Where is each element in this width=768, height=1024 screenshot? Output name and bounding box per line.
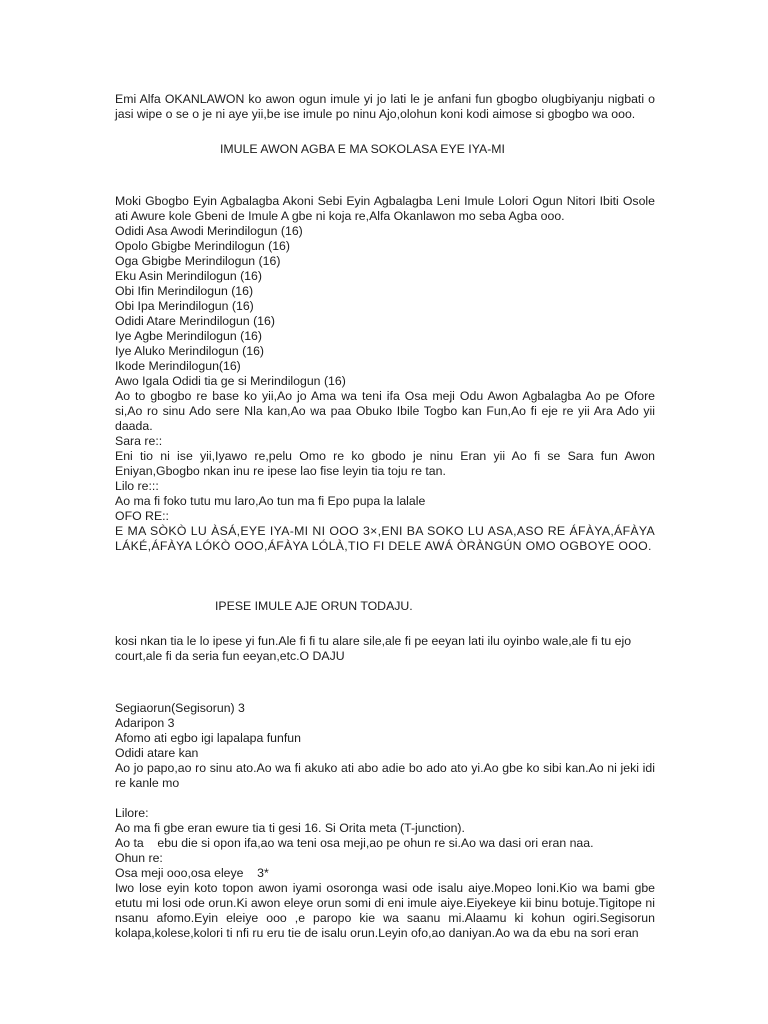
ingredient-item: Obi Ifin Merindilogun (16) xyxy=(115,284,254,298)
lilore-line: Ao ma fi gbe eran ewure tia ti gesi 16. Si Orita meta (T-junction). xyxy=(115,821,465,835)
ingredient-item: Odidi Asa Awodi Merindilogun (16) xyxy=(115,224,303,238)
lilo-label: Lilo re::: xyxy=(115,479,159,493)
sara-text: Eni tio ni ise yii,Iyawo re,pelu Omo re ko gbodo je ninu Eran yii Ao fi se Sara fun Awon Eniyan,Gbogbo nkan inu re ipese lao fise leyin tia toju re tan. xyxy=(115,449,655,478)
sara-label: Sara re:: xyxy=(115,434,163,448)
greeting-paragraph: Moki Gbogbo Eyin Agbalagba Akoni Sebi Eyin Agbalagba Leni Imule Lolori Ogun Nitori Ibiti Osole ati Awure kole Gbeni de Imule A gbe ni koja re,Alfa Okanlawon mo seba Agba ooo. xyxy=(115,194,655,223)
ingredient-item: Afomo ati egbo igi lapalapa funfun xyxy=(115,731,301,745)
section-heading-imule-awon-agba: IMULE AWON AGBA E MA SOKOLASA EYE IYA-MI xyxy=(220,142,505,156)
section-heading-ipese-imule: IPESE IMULE AJE ORUN TODAJU. xyxy=(215,599,413,613)
ingredient-item: Opolo Gbigbe Merindilogun (16) xyxy=(115,239,290,253)
ingredient-item: Awo Igala Odidi tia ge si Merindilogun (16) xyxy=(115,374,346,388)
lilore-label: Lilore: xyxy=(115,806,149,820)
preparation-paragraph: Ao to gbogbo re base ko yii,Ao jo Ama wa teni ifa Osa meji Odu Awon Agbalagba Ao pe Ofore si,Ao ro sinu Ado sere Nla kan,Ao wa paa Obuko Ibile Togbo kan Fun,Ao fi eje re yii Ara Ado yii daada. xyxy=(115,389,655,433)
ingredient-item: Iye Aluko Merindilogun (16) xyxy=(115,344,265,358)
ingredient-item: Oga Gbigbe Merindilogun (16) xyxy=(115,254,281,268)
incantation-paragraph: Iwo lose eyin koto topon awon iyami osoronga wasi ode isalu aiye.Mopeo loni.Kio wa bami gbe etutu mi losi ode orun.Ki awon eleye orun somi di eni imule aiye.Eiyekeye kii binu botuje.Tigitope ni nsanu afomo.Eyin eleiye ooo ,e paropo kie wa saanu mi.Alaamu ki kohun ogiri.Segisorun kolapa,kolese,kolori ti nfi ru eru tie de isalu orun.Leyin ofo,ao daniyan.Ao wa da ebu na sori eran xyxy=(115,881,655,940)
ipese-preparation-paragraph: Ao jo papo,ao ro sinu ato.Ao wa fi akuko ati abo adie bo ado ato yi.Ao gbe ko sibi kan.Ao ni jeki idi re kanle mo xyxy=(115,761,655,790)
lilore-line: Ao ta ebu die si opon ifa,ao wa teni osa meji,ao pe ohun re si.Ao wa dasi ori eran naa. xyxy=(115,836,594,850)
document-page xyxy=(115,92,655,941)
ingredient-item: Odidi atare kan xyxy=(115,746,199,760)
ingredient-list-2 xyxy=(115,701,655,761)
ingredient-item: Adaripon 3 xyxy=(115,716,175,730)
ingredient-item: Obi Ipa Merindilogun (16) xyxy=(115,299,254,313)
ipese-intro-paragraph: kosi nkan tia le lo ipese yi fun.Ale fi fi tu alare sile,ale fi pe eeyan lati ilu oyinbo wale,ale fi tu ejo court,ale fi da seria fun eeyan,etc.O DAJU xyxy=(115,634,632,663)
ohun-label: Ohun re: xyxy=(115,851,163,865)
ingredient-item: Eku Asin Merindilogun (16) xyxy=(115,269,262,283)
ofo-label: OFO RE:: xyxy=(115,509,169,523)
ofo-text: E MA SÒKÒ LU ÀSÁ,EYE IYA-MI NI OOO 3×,ENI BA SOKO LU ASA,ASO RE ÁFÀYA,ÁFÀYA LÁKÉ,ÁFÀYA LÓKÒ OOO,ÁFÀYA LÓLÀ,TIO FI DELE AWÁ ÒRÀNGÚN OMO OGBOYE OOO. xyxy=(115,524,655,553)
lilo-text: Ao ma fi foko tutu mu laro,Ao tun ma fi Epo pupa la lalale xyxy=(115,494,426,508)
ingredient-list-1 xyxy=(115,224,655,389)
ohun-line: Osa meji ooo,osa eleye 3* xyxy=(115,866,269,880)
ingredient-item: Segiaorun(Segisorun) 3 xyxy=(115,701,245,715)
ingredient-item: Ikode Merindilogun(16) xyxy=(115,359,241,373)
intro-paragraph: Emi Alfa OKANLAWON ko awon ogun imule yi jo lati le je anfani fun gbogbo olugbiyanju nigbati o jasi wipe o se o je ni aye yii,be ise imule po ninu Ajo,olohun koni kodi aimose si gbogbo wa ooo. xyxy=(115,92,655,121)
ingredient-item: Odidi Atare Merindilogun (16) xyxy=(115,314,275,328)
ingredient-item: Iye Agbe Merindilogun (16) xyxy=(115,329,262,343)
